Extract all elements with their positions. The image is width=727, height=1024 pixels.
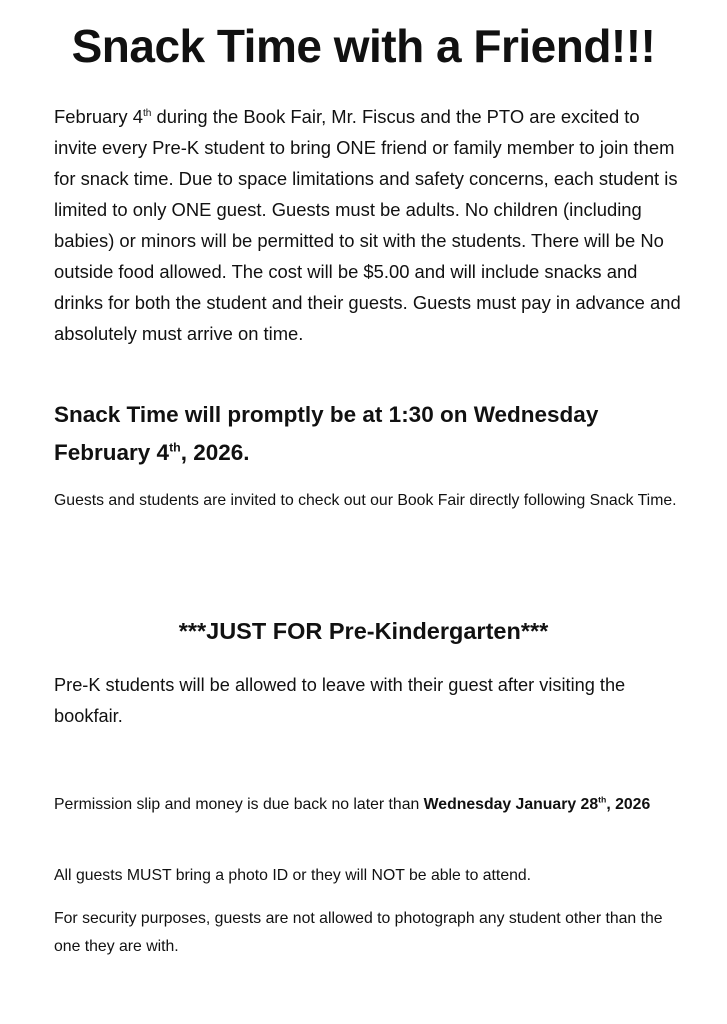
permission-slip-note bbox=[54, 791, 694, 819]
snack-time-announcement bbox=[54, 396, 694, 472]
intro-date: February 4 bbox=[54, 106, 143, 127]
announcement-text: Snack Time will promptly be at 1:30 on Wednesday February 4 bbox=[54, 402, 599, 465]
announcement-suffix: th bbox=[169, 440, 181, 455]
intro-paragraph bbox=[54, 101, 684, 349]
prek-section-heading: ***JUST FOR Pre-Kindergarten*** bbox=[178, 618, 549, 644]
intro-text: during the Book Fair, Mr. Fiscus and the PTO are excited to invite every Pre-K student to bring ONE friend or family member to join them for snack time. Due to space limitations and safety concerns, each student is limited to only ONE guest. Guests must be adults. No children (including babies) or minors will be permitted to sit with the students. There will be No outside food allowed. The cost will be $5.00 and will include snacks and drinks for both the student and their guests. Guests must pay in advance and absolutely must arrive on time. bbox=[54, 106, 681, 344]
permission-text: Permission slip and money is due back no later than bbox=[54, 796, 424, 813]
intro-date-suffix: th bbox=[142, 107, 152, 119]
bookfair-note: Guests and students are invited to check out our Book Fair directly following Snack Time. bbox=[54, 492, 677, 509]
prek-note: Pre-K students will be allowed to leave with their guest after visiting the bookfair. bbox=[54, 675, 626, 726]
permission-due-date: Wednesday January 28 bbox=[423, 796, 599, 813]
announcement-year: , 2026. bbox=[180, 440, 250, 465]
permission-due-suffix: th bbox=[598, 794, 607, 805]
permission-due-year: , 2026 bbox=[606, 796, 651, 813]
page-title: Snack Time with a Friend!!! bbox=[71, 20, 656, 72]
photo-id-note: All guests MUST bring a photo ID or they will NOT be able to attend. bbox=[54, 867, 532, 884]
security-note: For security purposes, guests are not allowed to photograph any student other than the one they are with. bbox=[54, 910, 663, 955]
